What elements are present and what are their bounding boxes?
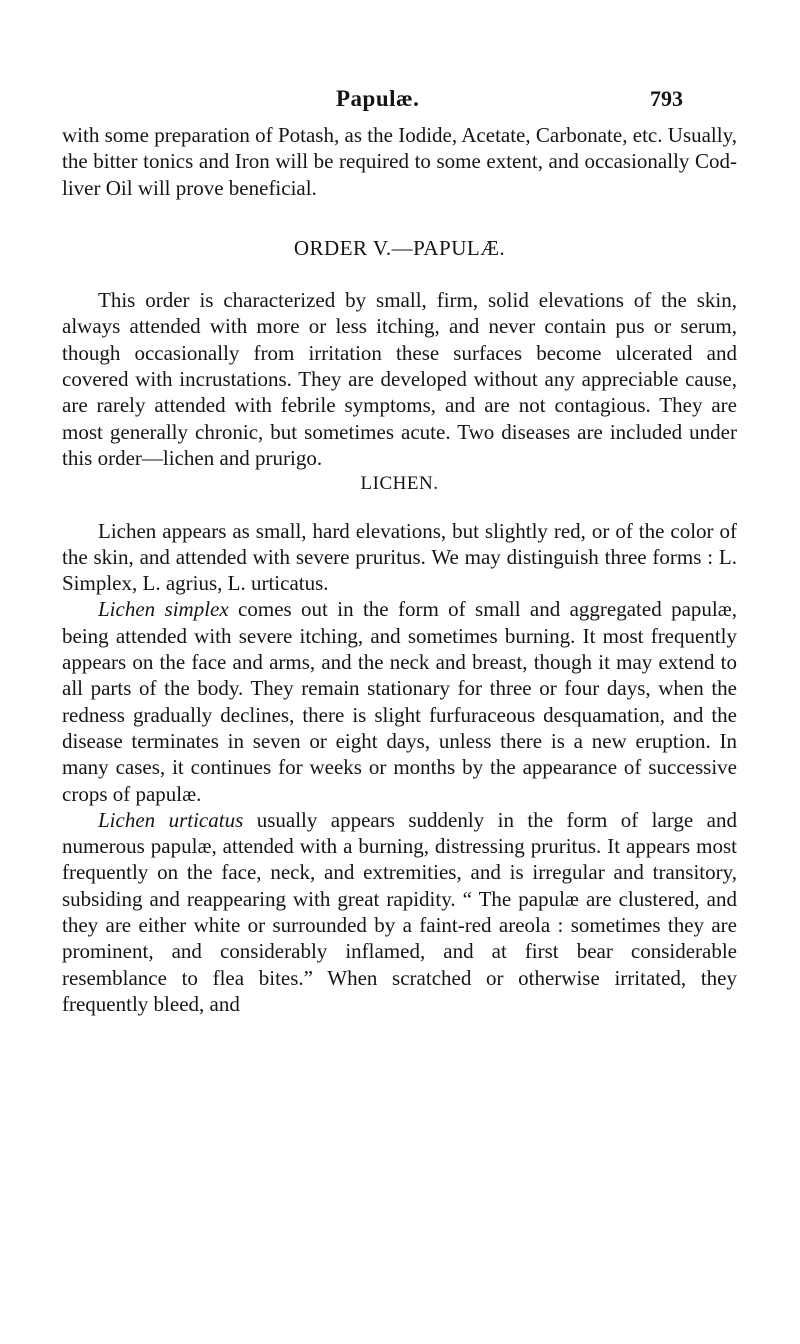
running-title: Papulæ. [336,86,420,111]
page-number: 793 [650,86,683,111]
term-lichen-simplex: Lichen simplex [98,597,229,622]
lichen-simplex-text: comes out in the form of small and aggregated papulæ, being attended with severe itching, and sometimes burning. It most frequently appears on the face and arms, and the neck and breast, though it may extend to all parts of the body. They remain stationary for three or four days, when the redness gradually declines, there is slight furfuraceous desquamation, and the disease terminates in seven or eight days, unless there is a new eruption. In many cases, it continues for weeks or months by the appearance of successive crops of papulæ. [62,597,737,806]
paragraph-lichen-urticatus [62,807,737,1017]
paragraph-order-description: This order is characterized by small, firm, solid elevations of the skin, always attended with more or less itching, and never contain pus or serum, though occasionally from irritation these surfaces become ulcerated and covered with incrustations. They are developed without any appreciable cause, are rarely attended with febrile symptoms, and are not contagious. They are most generally chronic, but sometimes acute. Two diseases are included under this order—lichen and prurigo. [62,288,737,470]
lichen-urticatus-text: usually appears suddenly in the form of large and numerous papulæ, attended with a burning, distressing pruritus. It appears most frequently on the face, neck, and extremities, and is irregular and transitory, subsiding and reappearing with great rapidity. “ The papulæ are clustered, and they are either white or surrounded by a faint-red areola : sometimes they are prominent, and considerably inflamed, and at first bear considerable resemblance to flea bites.” When scratched or otherwise irritated, they frequently bleed, and [62,807,737,1016]
paragraph-potash-treatment: with some preparation of Potash, as the Iodide, Acetate, Carbonate, etc. Usually, the bitter tonics and Iron will be required to some extent, and occasionally Cod-liver Oil will prove beneficial. [62,123,737,200]
term-lichen-urticatus: Lichen urticatus [98,807,244,832]
paragraph-lichen-intro: Lichen appears as small, hard elevations, but slightly red, or of the color of the skin, and attended with severe pruritus. We may distinguish three forms : L. Simplex, L. agrius, L. urticatus. [62,518,737,596]
order-heading: ORDER V.—PAPULÆ. [293,235,506,260]
section-heading-lichen: LICHEN. [360,473,439,495]
running-head [0,86,800,116]
paragraph-lichen-simplex [62,596,737,806]
body-text [62,122,737,1017]
